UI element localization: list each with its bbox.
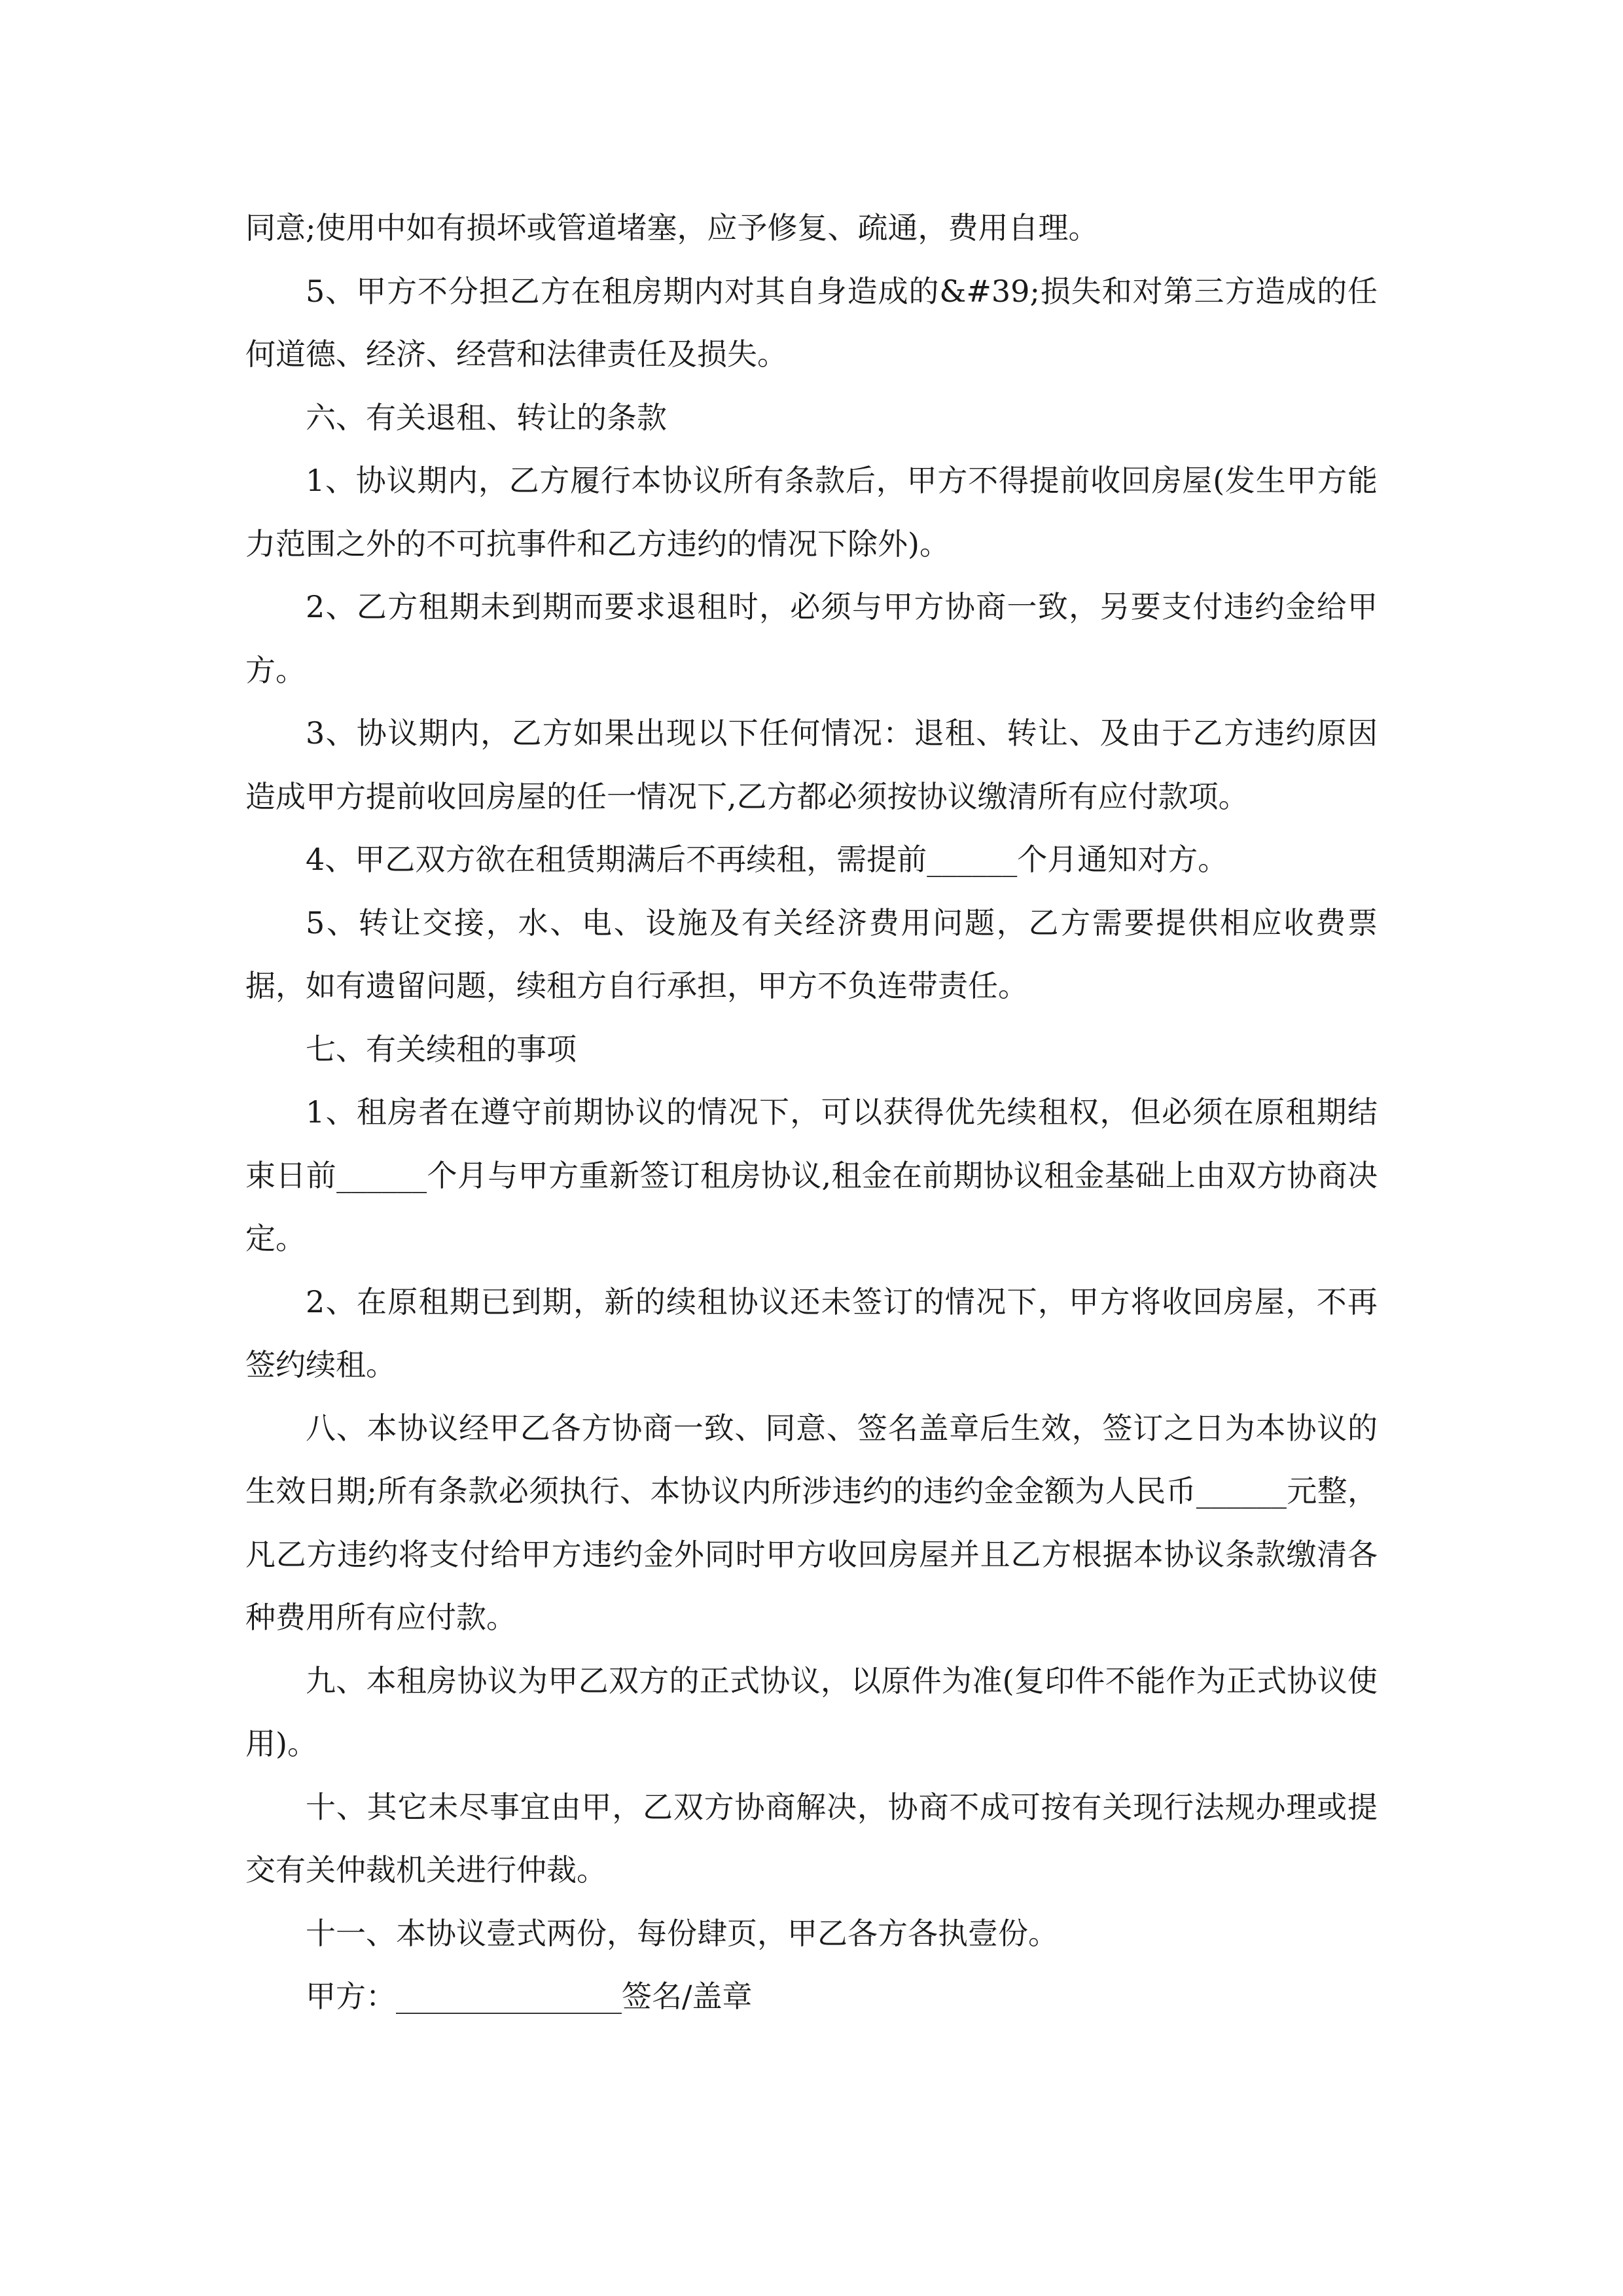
signature-label: 甲方：: [306, 1979, 396, 2014]
section-6-heading: 六、有关退租、转让的条款: [306, 399, 667, 435]
party-a-signature-line: [245, 1965, 1378, 2028]
clause-6-2: 2、乙方租期未到期而要求退租时，必须与甲方协商一致，另要支付违约金给甲方。: [245, 589, 1378, 688]
clause-7-2: 2、在原租期已到期，新的续租协议还未签订的情况下，甲方将收回房屋，不再签约续租。: [245, 1283, 1378, 1382]
paragraph-continuation: 同意;使用中如有损坏或管道堵塞，应予修复、疏通，费用自理。: [245, 210, 1099, 245]
signature-blank: _______________: [396, 1979, 622, 2014]
section-8: 八、本协议经甲乙各方协商一致、同意、签名盖章后生效，签订之日为本协议的生效日期;所有条款必须执行、本协议内所涉违约的违约金金额为人民币______元整，凡乙方违约将支付给甲方违约金外同时甲方收回房屋并且乙方根据本协议条款缴清各种费用所有应付款。: [245, 1410, 1378, 1635]
signature-suffix: 签名/盖章: [622, 1979, 753, 2014]
clause-6-4: 4、甲乙双方欲在租赁期满后不再续租，需提前______个月通知对方。: [306, 842, 1228, 877]
clause-6-3: 3、协议期内，乙方如果出现以下任何情况：退租、转让、及由于乙方违约原因造成甲方提前收回房屋的任一情况下,乙方都必须按协议缴清所有应付款项。: [245, 715, 1378, 814]
clause-6-1: 1、协议期内，乙方履行本协议所有条款后，甲方不得提前收回房屋(发生甲方能力范围之外的不可抗事件和乙方违约的情况下除外)。: [245, 463, 1378, 562]
section-11: 十一、本协议壹式两份，每份肆页，甲乙各方各执壹份。: [306, 1915, 1058, 1951]
section-10: 十、其它未尽事宜由甲，乙双方协商解决，协商不成可按有关现行法规办理或提交有关仲裁机关进行仲裁。: [245, 1789, 1378, 1888]
section-9: 九、本租房协议为甲乙双方的正式协议，以原件为准(复印件不能作为正式协议使用)。: [245, 1662, 1378, 1761]
clause-6-5: 5、转让交接，水、电、设施及有关经济费用问题，乙方需要提供相应收费票据，如有遗留问题，续租方自行承担，甲方不负连带责任。: [245, 905, 1378, 1003]
section-7-heading: 七、有关续租的事项: [306, 1031, 577, 1067]
clause-5-liability: 5、甲方不分担乙方在租房期内对其自身造成的&#39;损失和对第三方造成的任何道德、经济、经营和法律责任及损失。: [245, 273, 1378, 372]
document-body: [245, 196, 1378, 2028]
clause-7-1: 1、租房者在遵守前期协议的情况下，可以获得优先续租权，但必须在原租期结束日前______个月与甲方重新签订租房协议,租金在前期协议租金基础上由双方协商决定。: [245, 1094, 1378, 1256]
